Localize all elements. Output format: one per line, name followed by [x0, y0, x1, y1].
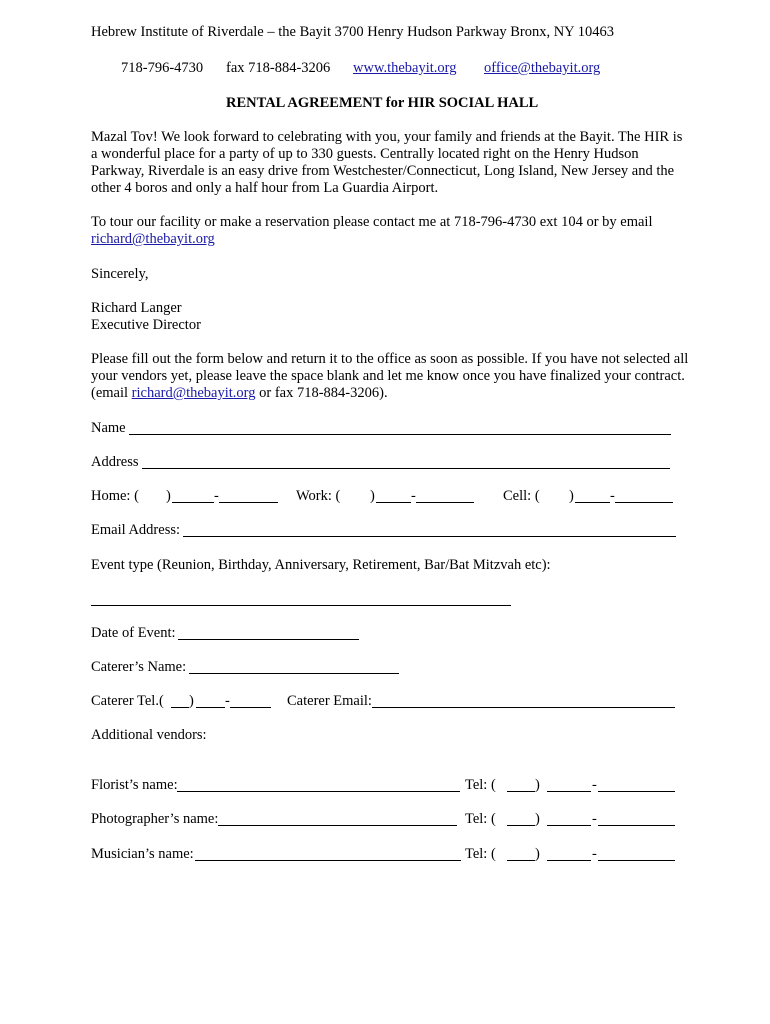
florist-label: Florist’s name:: [91, 777, 178, 793]
home-prefix-field[interactable]: [172, 501, 214, 503]
home-dash: -: [214, 488, 219, 504]
florist-tel-label: Tel: (: [465, 777, 496, 793]
musician-prefix-field[interactable]: [547, 859, 591, 861]
photographer-label: Photographer’s name:: [91, 811, 219, 827]
instructions-end: or fax 718-884-3206).: [259, 385, 388, 401]
document-title: RENTAL AGREEMENT for HIR SOCIAL HALL: [226, 95, 539, 111]
org-fax: fax 718-884-3206: [226, 60, 331, 76]
musician-number-field[interactable]: [598, 859, 675, 861]
photographer-dash: -: [592, 811, 597, 827]
event-type-label: Event type (Reunion, Birthday, Anniversary, Retirement, Bar/Bat Mitzvah etc):: [91, 557, 551, 573]
caterer-email-field[interactable]: [372, 706, 675, 708]
work-dash: -: [411, 488, 416, 504]
date-label: Date of Event:: [91, 625, 176, 641]
photographer-tel-label: Tel: (: [465, 811, 496, 827]
org-phone: 718-796-4730: [121, 60, 204, 76]
florist-prefix-field[interactable]: [547, 790, 591, 792]
florist-name-field[interactable]: [177, 790, 460, 792]
email-field[interactable]: [183, 535, 676, 537]
org-address-line: Hebrew Institute of Riverdale – the Bayit 3700 Henry Hudson Parkway Bronx, NY 10463: [91, 24, 614, 40]
caterer-dash: -: [225, 693, 230, 709]
website-link[interactable]: www.thebayit.org: [353, 60, 457, 76]
florist-number-field[interactable]: [598, 790, 675, 792]
additional-vendors-label: Additional vendors:: [91, 727, 207, 743]
instructions-email-link[interactable]: richard@thebayit.org: [131, 385, 256, 401]
work-number-field[interactable]: [416, 501, 474, 503]
event-type-field[interactable]: [91, 604, 511, 606]
musician-paren-close: ): [535, 846, 540, 862]
caterer-paren-close: ): [189, 693, 194, 709]
home-paren-close: ): [166, 488, 171, 504]
florist-area-field[interactable]: [507, 790, 535, 792]
cell-prefix-field[interactable]: [575, 501, 610, 503]
musician-label: Musician’s name:: [91, 846, 194, 862]
florist-dash: -: [592, 777, 597, 793]
signer-name: Richard Langer: [91, 300, 182, 316]
musician-tel-label: Tel: (: [465, 846, 496, 862]
office-email-link[interactable]: office@thebayit.org: [484, 60, 601, 76]
caterer-email-label: Caterer Email:: [287, 693, 372, 709]
contact-paragraph: [91, 214, 691, 248]
caterer-area-field[interactable]: [171, 706, 189, 708]
cell-paren-close: ): [569, 488, 574, 504]
work-paren-close: ): [370, 488, 375, 504]
address-field[interactable]: [142, 467, 670, 469]
photographer-name-field[interactable]: [218, 824, 457, 826]
cell-dash: -: [610, 488, 615, 504]
cell-number-field[interactable]: [615, 501, 673, 503]
email-label: Email Address:: [91, 522, 181, 538]
caterer-number-field[interactable]: [230, 706, 271, 708]
photographer-area-field[interactable]: [507, 824, 535, 826]
instructions-text: Please fill out the form below and return it to the office as soon as possible. If you have not selected all your vendors yet, please leave the space blank and let me know once you have finalized your contract. (email: [91, 351, 689, 401]
richard-email-link[interactable]: richard@thebayit.org: [91, 231, 215, 247]
florist-paren-close: ): [535, 777, 540, 793]
caterer-name-field[interactable]: [189, 672, 399, 674]
cell-label: Cell: (: [503, 488, 540, 504]
name-field[interactable]: [129, 433, 671, 435]
photographer-paren-close: ): [535, 811, 540, 827]
signer-title: Executive Director: [91, 317, 201, 333]
caterer-prefix-field[interactable]: [196, 706, 225, 708]
caterer-tel-label: Caterer Tel.(: [91, 693, 164, 709]
closing: Sincerely,: [91, 266, 149, 282]
address-label: Address: [91, 454, 139, 470]
intro-paragraph: Mazal Tov! We look forward to celebrating with you, your family and friends at the Bayit. The HIR is a wonderful place for a party of up to 330 guests. Centrally located right on the Henry Hudson Parkway, Riverdale is an easy drive from Westchester/Connecticut, Long Island, New Jersey and the other 4 boros and only a half hour from La Guardia Airport.: [91, 129, 683, 196]
name-label: Name: [91, 420, 126, 436]
musician-area-field[interactable]: [507, 859, 535, 861]
contact-text: To tour our facility or make a reservation please contact me at 718-796-4730 ext 104 or by email: [91, 214, 653, 230]
photographer-prefix-field[interactable]: [547, 824, 591, 826]
work-prefix-field[interactable]: [376, 501, 411, 503]
instructions-paragraph: [91, 351, 691, 402]
work-label: Work: (: [296, 488, 341, 504]
home-label: Home: (: [91, 488, 139, 504]
musician-dash: -: [592, 846, 597, 862]
musician-name-field[interactable]: [195, 859, 461, 861]
home-number-field[interactable]: [219, 501, 278, 503]
photographer-number-field[interactable]: [598, 824, 675, 826]
date-field[interactable]: [178, 638, 359, 640]
caterer-name-label: Caterer’s Name:: [91, 659, 187, 675]
